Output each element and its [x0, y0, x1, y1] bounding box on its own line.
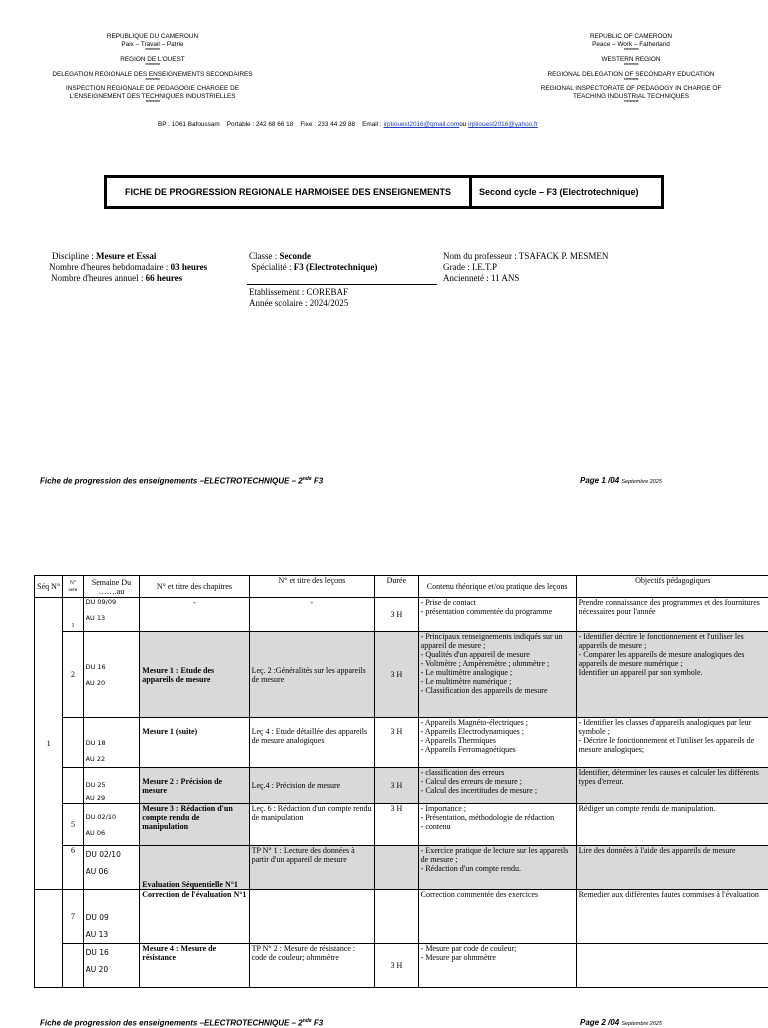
header-left-stars-2: **********: [40, 64, 265, 68]
header-left-inspection-2: L'ENSEIGNEMENT DES TECHNIQUES INDUSTRIELLES: [40, 93, 265, 101]
contenu-cell: - Appareils Magnéto-électriques ; - Appareils Electrodynamiques ; - Appareils Thermiques - Appareils Ferromagnétiques: [418, 718, 576, 768]
annuel-label: Nombre d'heures annuel :: [51, 273, 146, 283]
etablissement: Etablissement : COREBAF: [249, 287, 348, 298]
duree-cell: [375, 890, 419, 944]
chapitre-cell: Correction de l'évaluation N°1: [140, 890, 249, 944]
header-left-stars-4: **********: [40, 101, 265, 105]
th-sem: N° sem: [63, 576, 83, 598]
semaine-cell: [83, 944, 140, 988]
contenu-cell: Correction commentée des exercices: [418, 890, 576, 944]
header-right-stars-2: **********: [520, 64, 742, 68]
page-date: Septembre 2025: [621, 479, 662, 485]
lecon-cell: Leç 4 : Etude détaillée des appareils de mesure analogiques: [249, 718, 375, 768]
title-box: [104, 175, 664, 209]
header-right-country: REPUBLIC OF CAMEROON: [520, 33, 742, 41]
header-right-stars: **********: [520, 49, 742, 53]
semaine-du: DU 18: [86, 735, 138, 751]
footer-title-end: F3: [312, 1019, 324, 1028]
info-divider: [247, 284, 437, 285]
title-cycle-cell: [479, 178, 639, 206]
lecon-cell: Leç. 2 :Généralités sur les appareils de mesure: [249, 632, 375, 718]
duree-cell: [375, 846, 419, 890]
table-row: [35, 768, 768, 804]
seq-cell-empty: [35, 890, 63, 988]
annuel-value: 66 heures: [146, 273, 183, 283]
chapitre-cell: Mesure 1 (suite): [140, 718, 249, 768]
lecon-cell: -: [249, 598, 375, 632]
grade: Grade : I.E.T.P: [443, 262, 608, 273]
objectif-cell: Identifier, déterminer les causes et calculer les différents types d'erreur.: [576, 768, 768, 804]
footer-sup: nde: [303, 476, 312, 482]
chapitre-cell: Evaluation Séquentielle N°1: [140, 846, 249, 890]
semaine-cell: [83, 890, 140, 944]
th-seq: Séq N°: [35, 576, 63, 598]
table-row: [35, 944, 768, 988]
semaine-du: DU 02/10: [86, 846, 138, 863]
semaine-au: AU 20: [86, 675, 138, 691]
table-row: [35, 598, 768, 632]
footer-page-1-left: [40, 476, 323, 486]
th-semaine: Semaine Du …….au: [83, 576, 140, 598]
info-etablissement-block: [249, 287, 348, 309]
header-left-stars: **********: [40, 49, 265, 53]
semaine-au: AU 13: [86, 614, 138, 623]
footer-page-2-left: [40, 1018, 323, 1028]
semaine-cell: [83, 718, 140, 768]
header-left-country: REPUBLIQUE DU CAMEROUN: [40, 33, 265, 41]
sem-cell: [63, 718, 83, 768]
contenu-cell: - Importance ; - Présentation, méthodologie de rédaction - contenu: [418, 804, 576, 846]
contenu-cell: - Exercice pratique de lecture sur les appareils de mesure ; - Rédaction d'un compte rendu.: [418, 846, 576, 890]
contenu-cell: - Principaux renseignements indiqués sur un appareil de mesure ; - Qualités d'un appareil de mesure - Voltmètre ; Ampèremètre ; ohmmètre ; - Le multimètre analogique ; - Le multimètre numérique ; - Classification des appareils de mesure: [418, 632, 576, 718]
lecon-cell: [249, 890, 375, 944]
semaine-au: AU 20: [86, 961, 138, 978]
lecon-cell: Leç.4 : Précision de mesure: [249, 768, 375, 804]
sem-cell: [63, 768, 83, 804]
contenu-cell: - Prise de contact - présentation commentée du programme: [418, 598, 576, 632]
progression-table: [34, 575, 768, 988]
annee-scolaire: Année scolaire : 2024/2025: [249, 298, 348, 309]
sem-cell: [63, 944, 83, 988]
sem-cell: 5: [63, 804, 83, 846]
semaine-cell: [83, 768, 140, 804]
contenu-cell: - classification des erreurs - Calcul des erreurs de mesure ; - Calcul des incertitudes de mesure ;: [418, 768, 576, 804]
header-right-inspection: REGIONAL INSPECTORATE OF PEDAGOGY IN CHARGE OF: [520, 85, 742, 93]
chapitre-cell: -: [140, 598, 249, 632]
contact-or: ou: [459, 121, 468, 128]
semaine-au: AU 13: [86, 926, 138, 943]
specialite-label: Spécialité :: [249, 262, 294, 272]
semaine-cell: [83, 846, 140, 890]
info-classe-block: [249, 251, 377, 273]
discipline-value: Mesure et Essai: [96, 251, 156, 261]
duree-cell: 3 H: [375, 768, 419, 804]
chapitre-cell: Mesure 4 : Mesure de résistance: [140, 944, 249, 988]
header-left-motto: Paix – Travail – Patrie: [40, 41, 265, 49]
header-left-delegation: DELEGATION REGIONALE DES ENSEIGNEMENTS SECONDAIRES: [40, 71, 265, 79]
duree-cell: 3 H: [375, 718, 419, 768]
semaine-du: DU 25: [86, 777, 138, 793]
email-gmail-link[interactable]: irptiouest2016@gmail.com: [383, 121, 459, 128]
objectif-cell: Remedier aux différentes fautes commises à l'évaluation: [576, 890, 768, 944]
th-chapitres: N° et titre des chapitres: [140, 576, 249, 598]
semaine-cell: [83, 598, 140, 632]
footer-page-2-right: [580, 1018, 662, 1027]
title-main-cell: [107, 178, 472, 206]
footer-title: Fiche de progression des enseignements –ELECTROTECHNIQUE – 2: [40, 1019, 303, 1028]
objectif-cell: Lire des données à l'aide des appareils de mesure: [576, 846, 768, 890]
info-professeur-block: [443, 251, 608, 284]
specialite-value: F3 (Electrotechnique): [294, 262, 378, 272]
sem-cell: 7: [63, 890, 83, 944]
header-left-inspection: INSPECTION REGIONALE DE PEDAGOGIE CHARGEE DE: [40, 85, 265, 93]
sem-cell: 1: [63, 598, 83, 632]
contenu-cell: - Mesure par code de couleur; - Mesure par ohmmètre: [418, 944, 576, 988]
semaine-cell: [83, 804, 140, 846]
duree-cell: 3 H: [375, 598, 419, 632]
header-left: [40, 33, 265, 105]
email-yahoo-link[interactable]: irptiouest2016@yahoo.fr: [468, 121, 538, 128]
table-row: [35, 890, 768, 944]
objectif-cell: - Identifier les classes d'appareils analogiques par leur symbole ; - Décrire le fonctionnement et l'utiliser les appareils de mesure analogiques;: [576, 718, 768, 768]
sem-cell: 6: [63, 846, 83, 890]
header-right-stars-4: **********: [520, 101, 742, 105]
semaine-au: AU 06: [86, 825, 138, 841]
lecon-cell: Leç. 6 : Rédaction d'un compte rendu de manipulation: [249, 804, 375, 846]
classe-value: Seconde: [280, 251, 312, 261]
contact-text: BP : 1061 Bafoussam Portable : 242 68 66 18 Fixe : 233 44 29 88 Email :: [158, 121, 383, 128]
duree-cell: 3 H: [375, 804, 419, 846]
page-date: Septembre 2025: [621, 1021, 662, 1027]
duree-cell: 3 H: [375, 944, 419, 988]
lecon-cell: TP N° 2 : Mesure de résistance : code de couleur; ohmmètre: [249, 944, 375, 988]
info-discipline-block: [51, 251, 207, 284]
chapitre-cell: Mesure 3 : Rédaction d'un compte rendu de manipulation: [140, 804, 249, 846]
footer-sup: nde: [303, 1018, 312, 1024]
semaine-du: DU 09/09: [86, 598, 138, 607]
discipline-label: Discipline :: [52, 251, 96, 261]
th-contenu: Contenu théorique et/ou pratique des leçons: [418, 576, 576, 598]
th-duree: Durée: [375, 576, 419, 598]
semaine-du: DU 16: [86, 944, 138, 961]
objectif-cell: Rédiger un compte rendu de manipulation.: [576, 804, 768, 846]
footer-page-1-right: [580, 476, 662, 485]
lecon-cell: TP N° 1 : Lecture des données à partir d'un appareil de mesure: [249, 846, 375, 890]
seq-cell: 1: [35, 598, 63, 890]
professeur: Nom du professeur : TSAFACK P. MESMEN: [443, 251, 608, 262]
page-number: Page 2 /04: [580, 1018, 621, 1027]
semaine-du: DU 16: [86, 659, 138, 675]
page-number: Page 1 /04: [580, 476, 621, 485]
hebdo-value: 03 heures: [171, 262, 208, 272]
footer-title: Fiche de progression des enseignements –ELECTROTECHNIQUE – 2: [40, 477, 303, 486]
semaine-du: DU 09: [86, 909, 138, 926]
th-objectifs: Objectifs pédagogiques: [576, 576, 768, 598]
objectif-cell: [576, 944, 768, 988]
classe-label: Classe :: [249, 251, 280, 261]
header-right-delegation: REGIONAL DELEGATION OF SECONDARY EDUCATION: [520, 71, 742, 79]
table-row: [35, 846, 768, 890]
semaine-au: AU 29: [86, 793, 138, 803]
header-left-region: REGION DE L'OUEST: [40, 56, 265, 64]
semaine-au: AU 22: [86, 751, 138, 767]
table-row: [35, 718, 768, 768]
hebdo-label: Nombre d'heures hebdomadaire :: [49, 262, 171, 272]
anciennete: Ancienneté : 11 ANS: [443, 273, 608, 284]
chapitre-cell: Mesure 1 : Etude des appareils de mesure: [140, 632, 249, 718]
header-right-inspection-2: TEACHING INDUSTRIAL TECHNIQUES: [520, 93, 742, 101]
header-right-motto: Peace – Work – Fatherland: [520, 41, 742, 49]
table-row: [35, 632, 768, 718]
duree-cell: 3 H: [375, 632, 419, 718]
header-right-stars-3: **********: [520, 79, 742, 83]
title-main: FICHE DE PROGRESSION REGIONALE HARMOISEE DES ENSEIGNEMENTS: [125, 187, 451, 197]
semaine-du: DU 02/10: [86, 809, 138, 825]
contact-line: [158, 121, 538, 129]
semaine-au: AU 06: [86, 863, 138, 880]
objectif-cell: Prendre connaissance des programmes et des fournitures nécessaires pour l'année: [576, 598, 768, 632]
th-lecons: N° et titre des leçons: [249, 576, 375, 598]
objectif-cell: - Identifier décrire le fonctionnement et l'utiliser les appareils de mesure ; - Comparer les appareils de mesure analogiques des appareils de mesure numérique ; Identifier un appareil par son symbole.: [576, 632, 768, 718]
table-row: [35, 804, 768, 846]
semaine-cell: [83, 632, 140, 718]
header-right: [520, 33, 742, 105]
table-header-row: [35, 576, 768, 598]
chapitre-cell: Mesure 2 : Précision de mesure: [140, 768, 249, 804]
sem-cell: 2: [63, 632, 83, 718]
header-right-region: WESTERN REGION: [520, 56, 742, 64]
title-cycle: Second cycle – F3 (Electrotechnique): [479, 187, 639, 197]
header-left-stars-3: **********: [40, 79, 265, 83]
footer-title-end: F3: [312, 477, 324, 486]
